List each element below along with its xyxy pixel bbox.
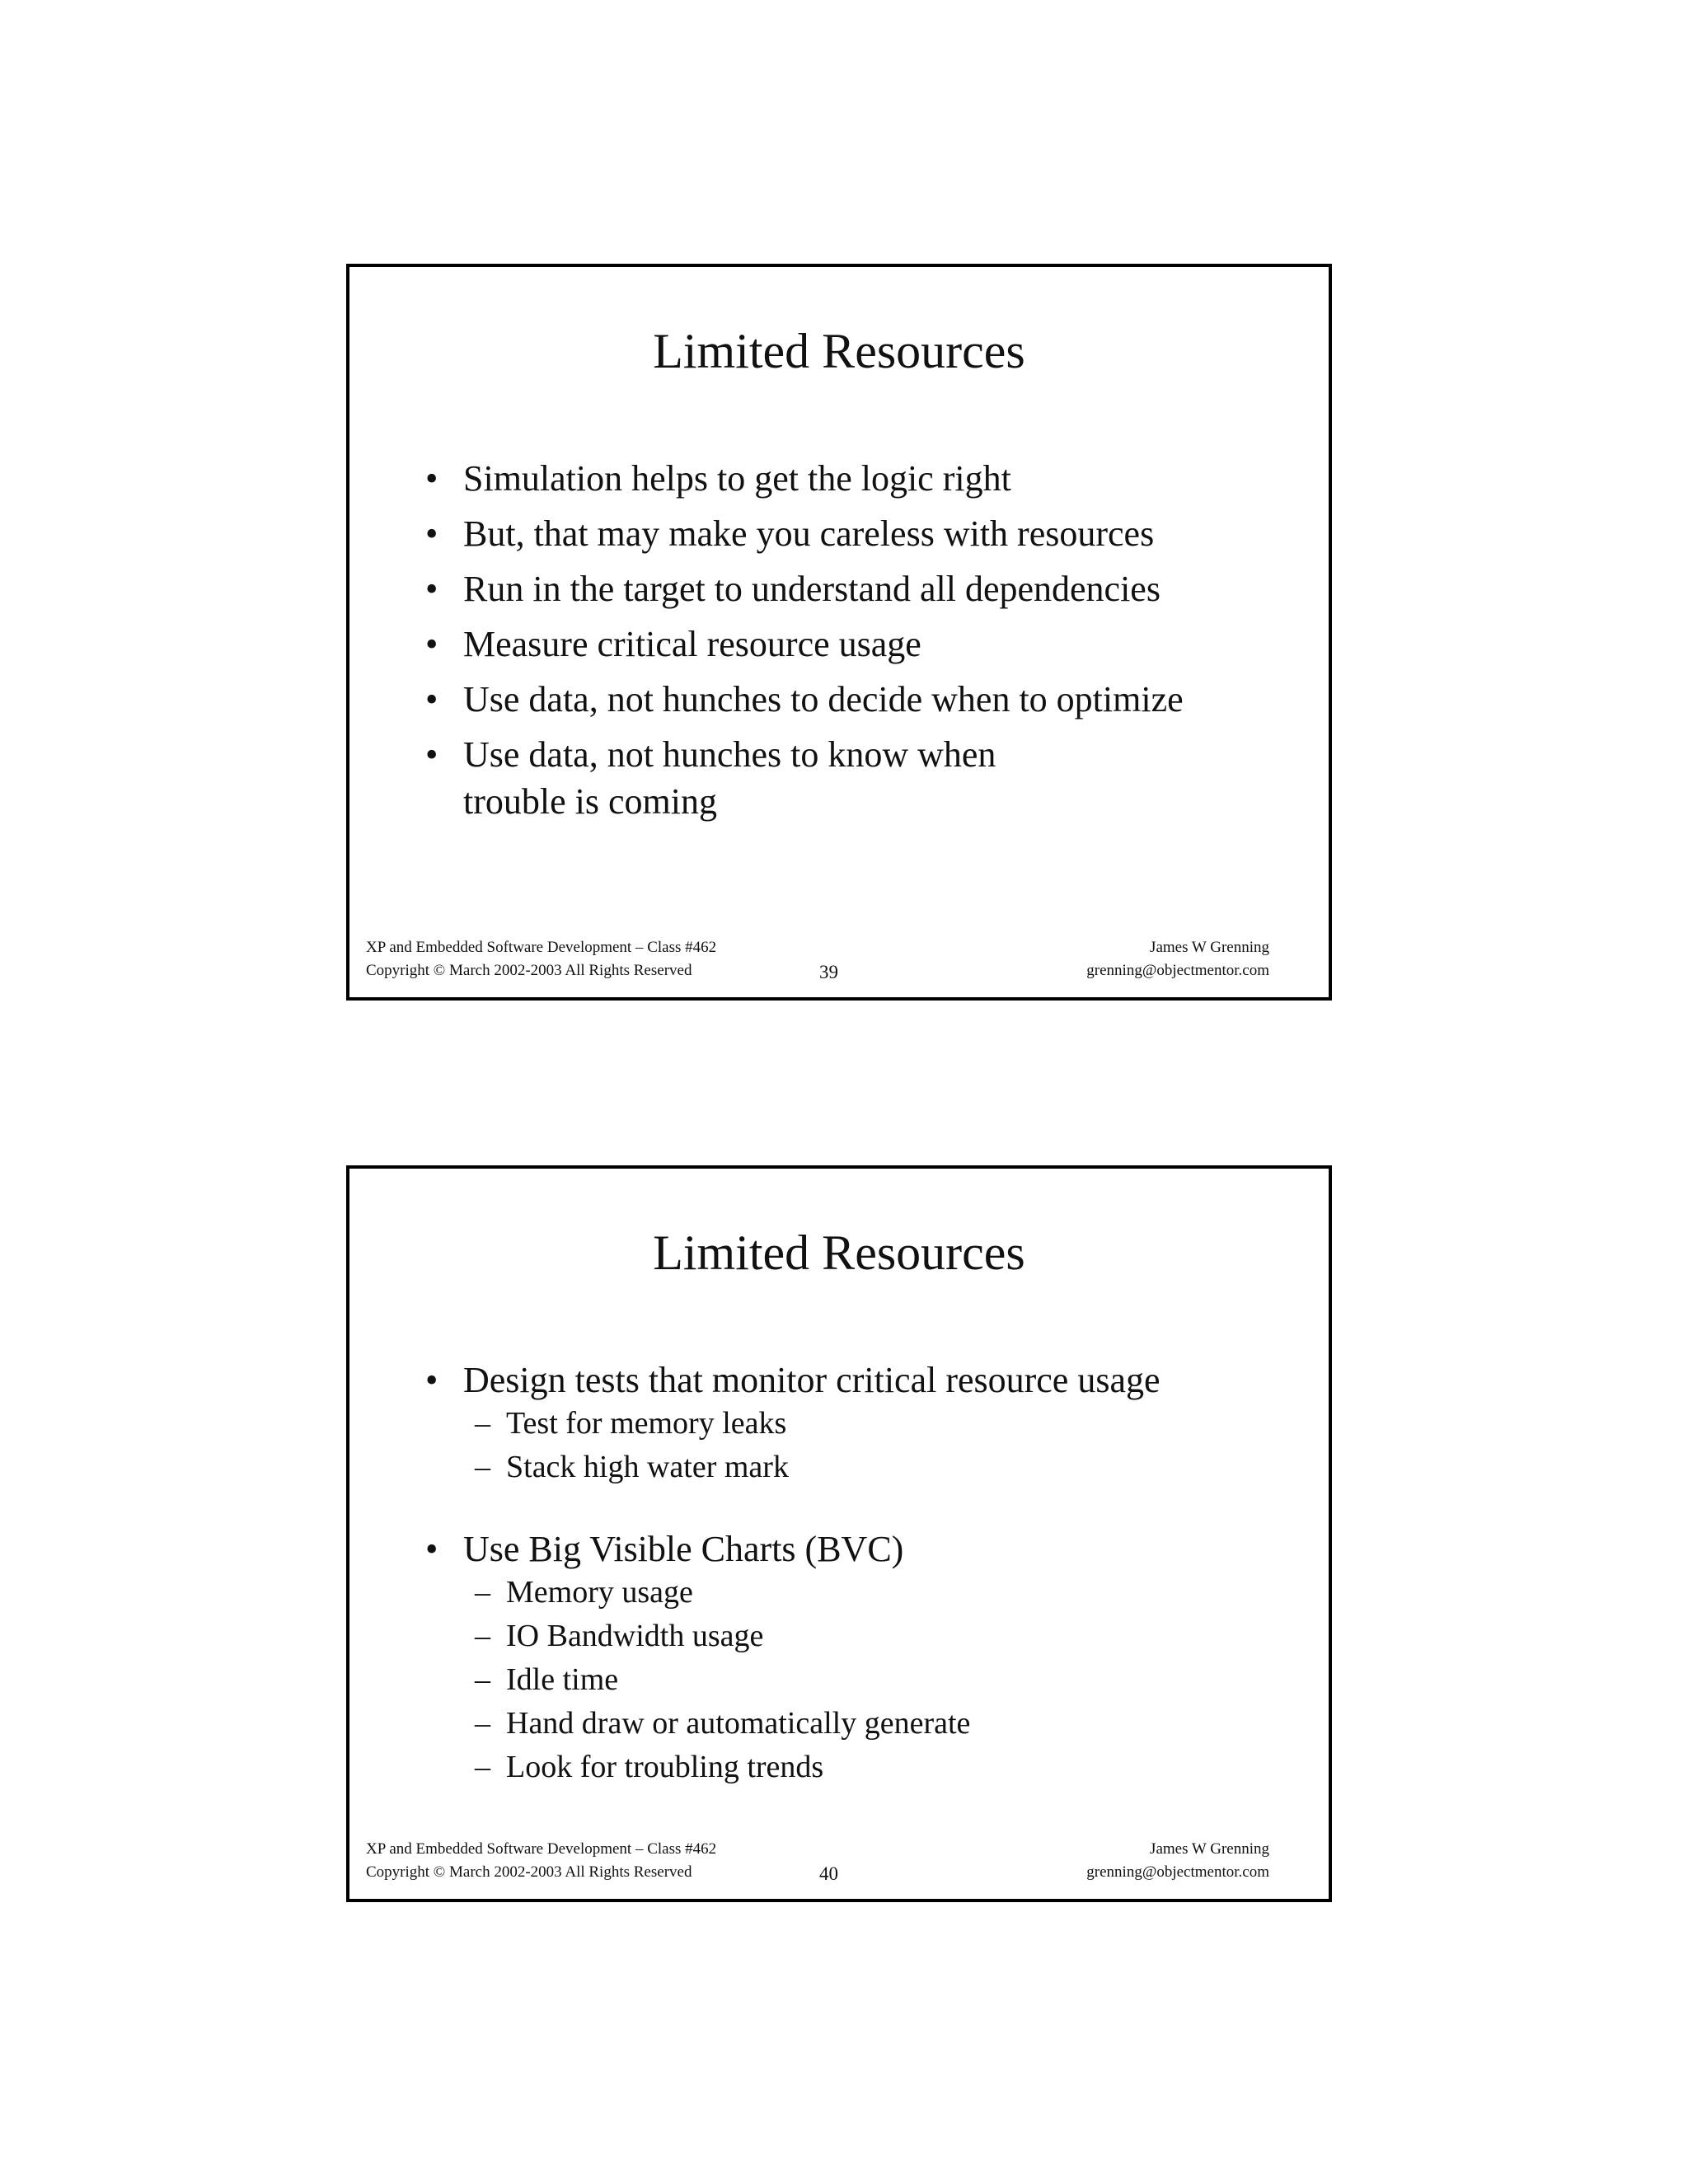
sub-bullet-marker: – (475, 1619, 490, 1653)
bullet-marker: • (425, 679, 438, 719)
bullet-marker: • (425, 1360, 438, 1400)
sub-bullet-marker: – (475, 1662, 490, 1697)
footer-email: grenning@objectmentor.com (1086, 962, 1269, 979)
footer-copyright: Copyright © March 2002-2003 All Rights Reserved (366, 1863, 692, 1881)
sub-bullet-item (463, 1446, 1296, 1489)
slide-footer (366, 1838, 1269, 1887)
slide-footer (366, 936, 1269, 986)
sub-bullet-item (463, 1702, 1296, 1746)
bullet-item (425, 455, 1296, 502)
bullet-text: Run in the target to understand all dependencies (463, 569, 1160, 609)
bullet-text: Simulation helps to get the logic right (463, 458, 1011, 499)
bullet-item (425, 731, 1296, 825)
sub-bullet-text: Stack high water mark (506, 1450, 789, 1484)
footer-course: XP and Embedded Software Development – Class #462 (366, 1840, 717, 1858)
bullet-marker: • (425, 513, 438, 554)
sub-bullet-item (463, 1402, 1296, 1446)
footer-course: XP and Embedded Software Development – Class #462 (366, 939, 717, 956)
sub-bullet-marker: – (475, 1706, 490, 1741)
sub-bullet-text: Memory usage (506, 1575, 693, 1610)
page-number: 39 (819, 962, 838, 982)
sub-bullet-item (463, 1746, 1296, 1789)
bullet-item (425, 565, 1296, 612)
bullet-text: Use Big Visible Charts (BVC) (463, 1529, 904, 1569)
bullet-item (425, 510, 1296, 557)
footer-email: grenning@objectmentor.com (1086, 1863, 1269, 1881)
slide-39 (346, 264, 1332, 1001)
sub-bullet-text: Hand draw or automatically generate (506, 1706, 971, 1741)
footer-copyright: Copyright © March 2002-2003 All Rights Reserved (366, 962, 692, 979)
bullet-marker: • (425, 624, 438, 664)
sub-bullet-item (463, 1571, 1296, 1615)
footer-right (1086, 936, 1269, 982)
bullet-text: Measure critical resource usage (463, 624, 921, 664)
footer-left (366, 936, 716, 982)
bullet-text: Use data, not hunches to decide when to optimize (463, 679, 1184, 719)
footer-right (1086, 1838, 1269, 1884)
bullet-text: Use data, not hunches to know when trouble is coming (463, 734, 996, 822)
bullet-list (425, 455, 1296, 833)
page-number: 40 (819, 1863, 838, 1884)
footer-left (366, 1838, 716, 1884)
bullet-marker: • (425, 1529, 438, 1569)
sub-bullet-list (463, 1571, 1296, 1789)
footer-author: James W Grenning (1150, 1840, 1269, 1858)
sub-bullet-text: Test for memory leaks (506, 1406, 787, 1441)
slide-title: Limited Resources (653, 1226, 1025, 1280)
slide-40 (346, 1165, 1332, 1902)
sub-bullet-marker: – (475, 1450, 490, 1484)
sub-bullet-marker: – (475, 1575, 490, 1610)
bullet-list (425, 1357, 1296, 1797)
bullet-item (425, 621, 1296, 668)
sub-bullet-marker: – (475, 1750, 490, 1784)
sub-bullet-marker: – (475, 1406, 490, 1441)
bullet-item (425, 1526, 1296, 1789)
sub-bullet-text: IO Bandwidth usage (506, 1619, 764, 1653)
bullet-marker: • (425, 458, 438, 499)
bullet-text: But, that may make you careless with resources (463, 513, 1155, 554)
sub-bullet-item (463, 1658, 1296, 1702)
bullet-item (425, 1357, 1296, 1489)
slide-title: Limited Resources (653, 324, 1025, 378)
bullet-item (425, 676, 1296, 723)
footer-author: James W Grenning (1150, 939, 1269, 956)
bullet-marker: • (425, 569, 438, 609)
sub-bullet-text: Look for troubling trends (506, 1750, 824, 1784)
bullet-marker: • (425, 734, 438, 775)
bullet-text: Design tests that monitor critical resource usage (463, 1360, 1160, 1400)
sub-bullet-text: Idle time (506, 1662, 619, 1697)
sub-bullet-item (463, 1615, 1296, 1658)
sub-bullet-list (463, 1402, 1296, 1489)
